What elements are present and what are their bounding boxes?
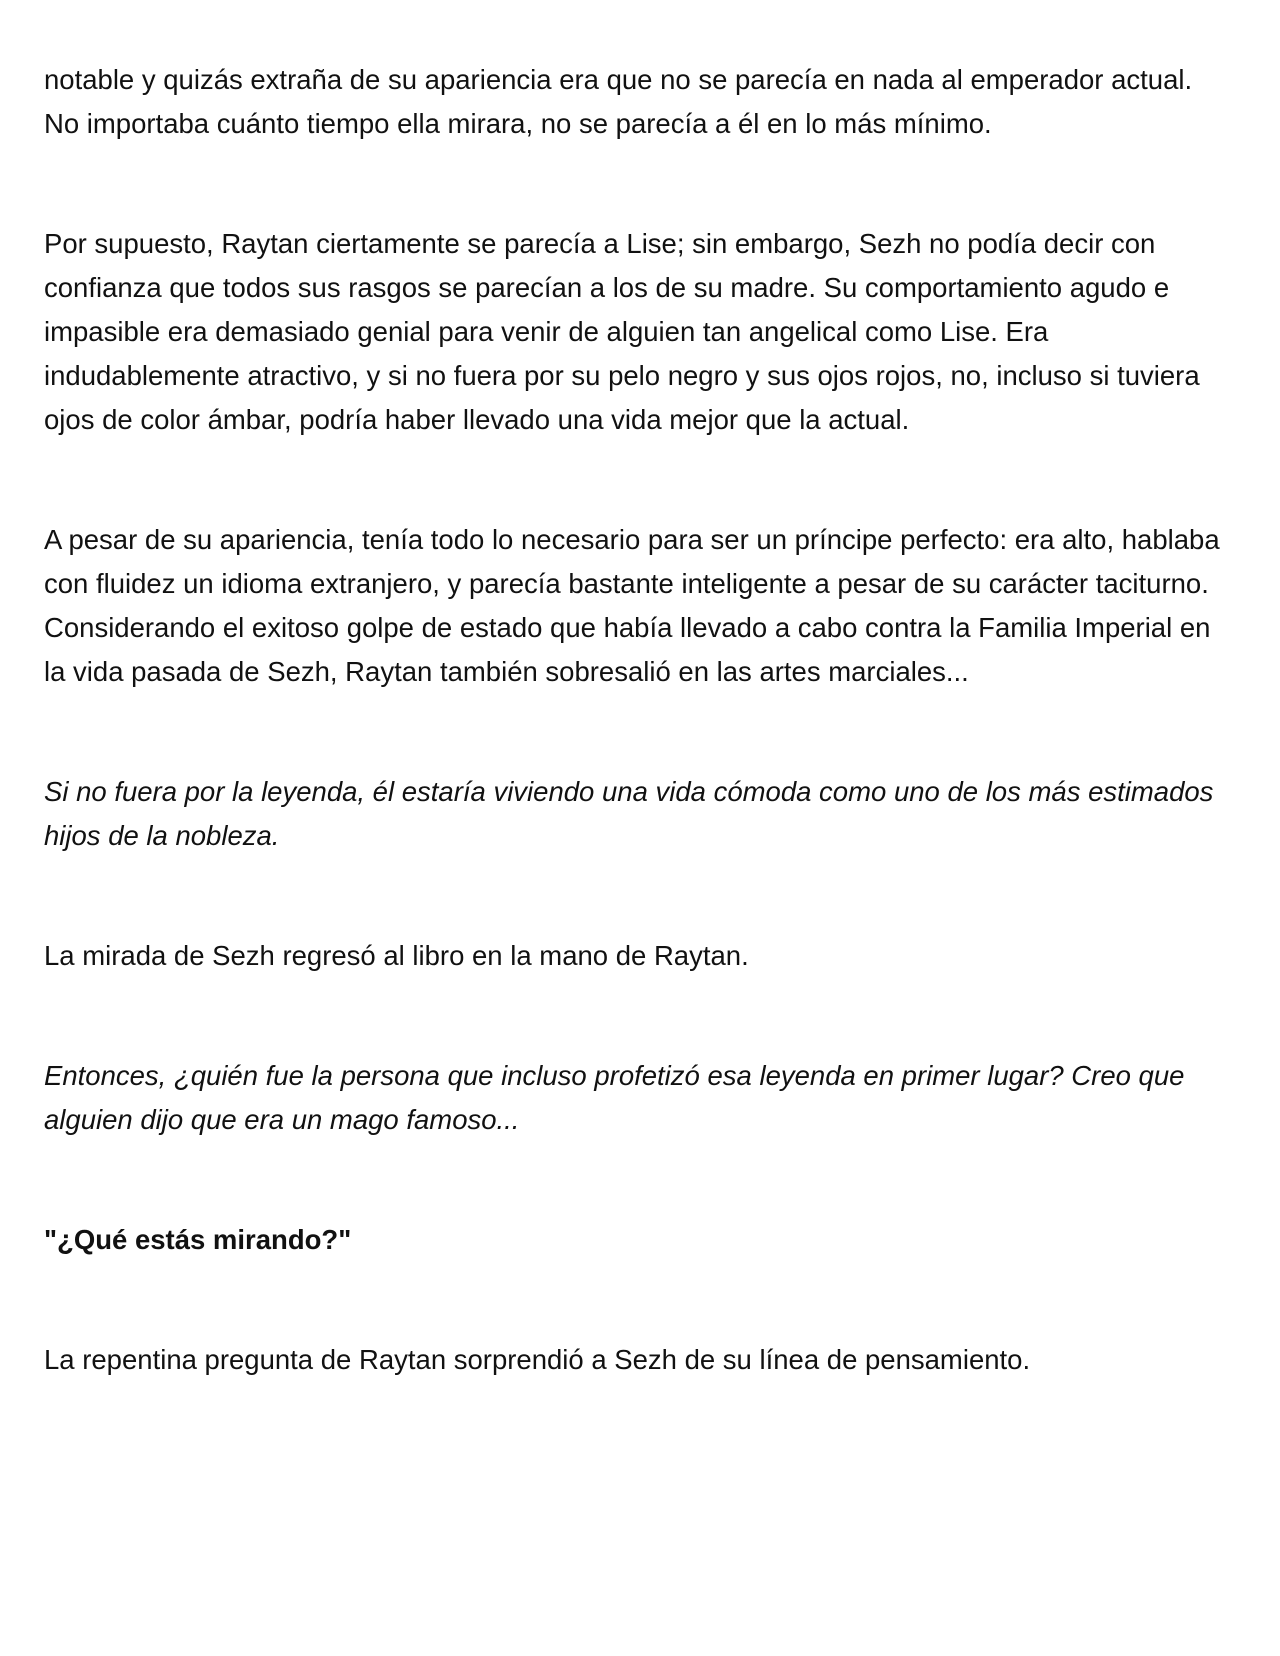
paragraph-8: La repentina pregunta de Raytan sorprendió a Sezh de su línea de pensamiento. [44, 1344, 1031, 1375]
document-page [44, 58, 1224, 1458]
paragraph-5: La mirada de Sezh regresó al libro en la mano de Raytan. [44, 940, 749, 971]
paragraph-2: Por supuesto, Raytan ciertamente se parecía a Lise; sin embargo, Sezh no podía decir con confianza que todos sus rasgos se parecían a los de su madre. Su comportamiento agudo e impasible era demasiado genial para venir de alguien tan angelical como Lise. Era indudablemente atractivo, y si no fuera por su pelo negro y sus ojos rojos, no, incluso si tuviera ojos de color ámbar, podría haber llevado una vida mejor que la actual. [44, 228, 1200, 435]
paragraph-7-dialogue: "¿Qué estás mirando?" [44, 1224, 352, 1255]
paragraph-3: A pesar de su apariencia, tenía todo lo necesario para ser un príncipe perfecto: era alto, hablaba con fluidez un idioma extranjero, y parecía bastante inteligente a pesar de su carácter taciturno. Considerando el exitoso golpe de estado que había llevado a cabo contra la Familia Imperial en la vida pasada de Sezh, Raytan también sobresalió en las artes marciales... [44, 524, 1220, 687]
paragraph-6-italic-thought: Entonces, ¿quién fue la persona que incluso profetizó esa leyenda en primer lugar? Creo que alguien dijo que era un mago famoso... [44, 1060, 1185, 1135]
paragraph-1: notable y quizás extraña de su apariencia era que no se parecía en nada al emperador actual. No importaba cuánto tiempo ella mirara, no se parecía a él en lo más mínimo. [44, 64, 1193, 139]
paragraph-4-italic-thought: Si no fuera por la leyenda, él estaría viviendo una vida cómoda como uno de los más estimados hijos de la nobleza. [44, 776, 1214, 851]
